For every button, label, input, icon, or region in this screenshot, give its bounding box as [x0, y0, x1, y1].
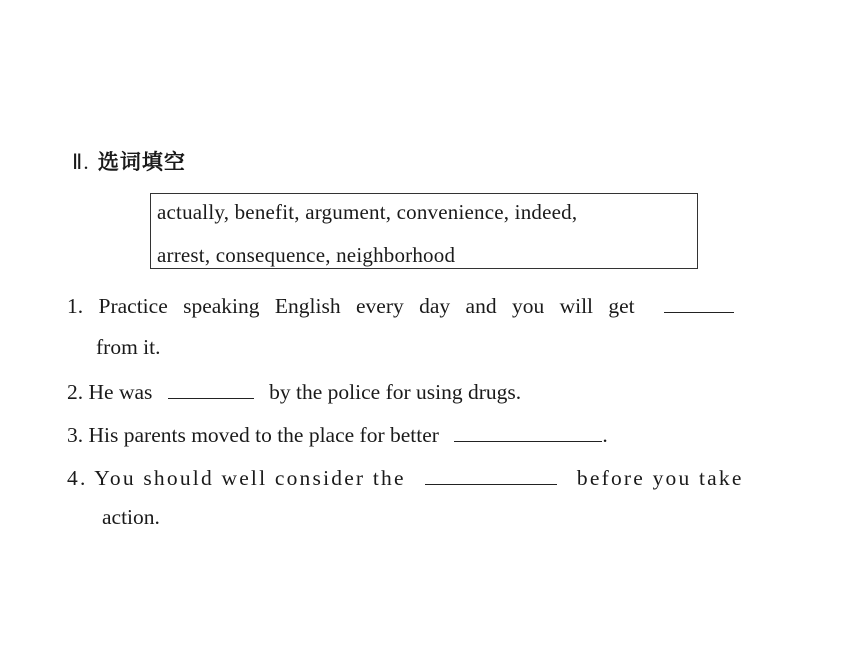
question-1-blank[interactable]: [664, 292, 734, 313]
question-2-blank[interactable]: [168, 378, 254, 399]
question-1: [67, 292, 740, 319]
question-3: [67, 421, 608, 448]
section-title-text: 选词填空: [97, 150, 186, 174]
question-1-continuation: from it.: [96, 335, 161, 359]
question-2: [67, 378, 521, 405]
section-number: Ⅱ.: [72, 150, 90, 174]
word-bank-box: [150, 193, 698, 269]
question-3-text: 3. His parents moved to the place for better: [67, 423, 439, 447]
question-2-after: by the police for using drugs.: [269, 380, 522, 404]
word-bank-line-1: actually, benefit, argument, convenience, indeed,: [157, 200, 578, 224]
question-4-blank[interactable]: [425, 464, 557, 485]
question-4: [67, 464, 744, 491]
word-bank-line-2: arrest, consequence, neighborhood: [157, 243, 456, 267]
question-3-after: .: [602, 423, 608, 447]
section-heading: [72, 146, 186, 176]
question-4-after: before you take: [576, 466, 744, 490]
question-2-text: 2. He was: [67, 380, 153, 404]
question-4-text: 4. You should well consider the: [67, 466, 406, 490]
question-1-text: 1. Practice speaking English every day and you will get: [67, 294, 635, 318]
question-3-blank[interactable]: [454, 421, 602, 442]
question-4-continuation: action.: [102, 505, 160, 529]
